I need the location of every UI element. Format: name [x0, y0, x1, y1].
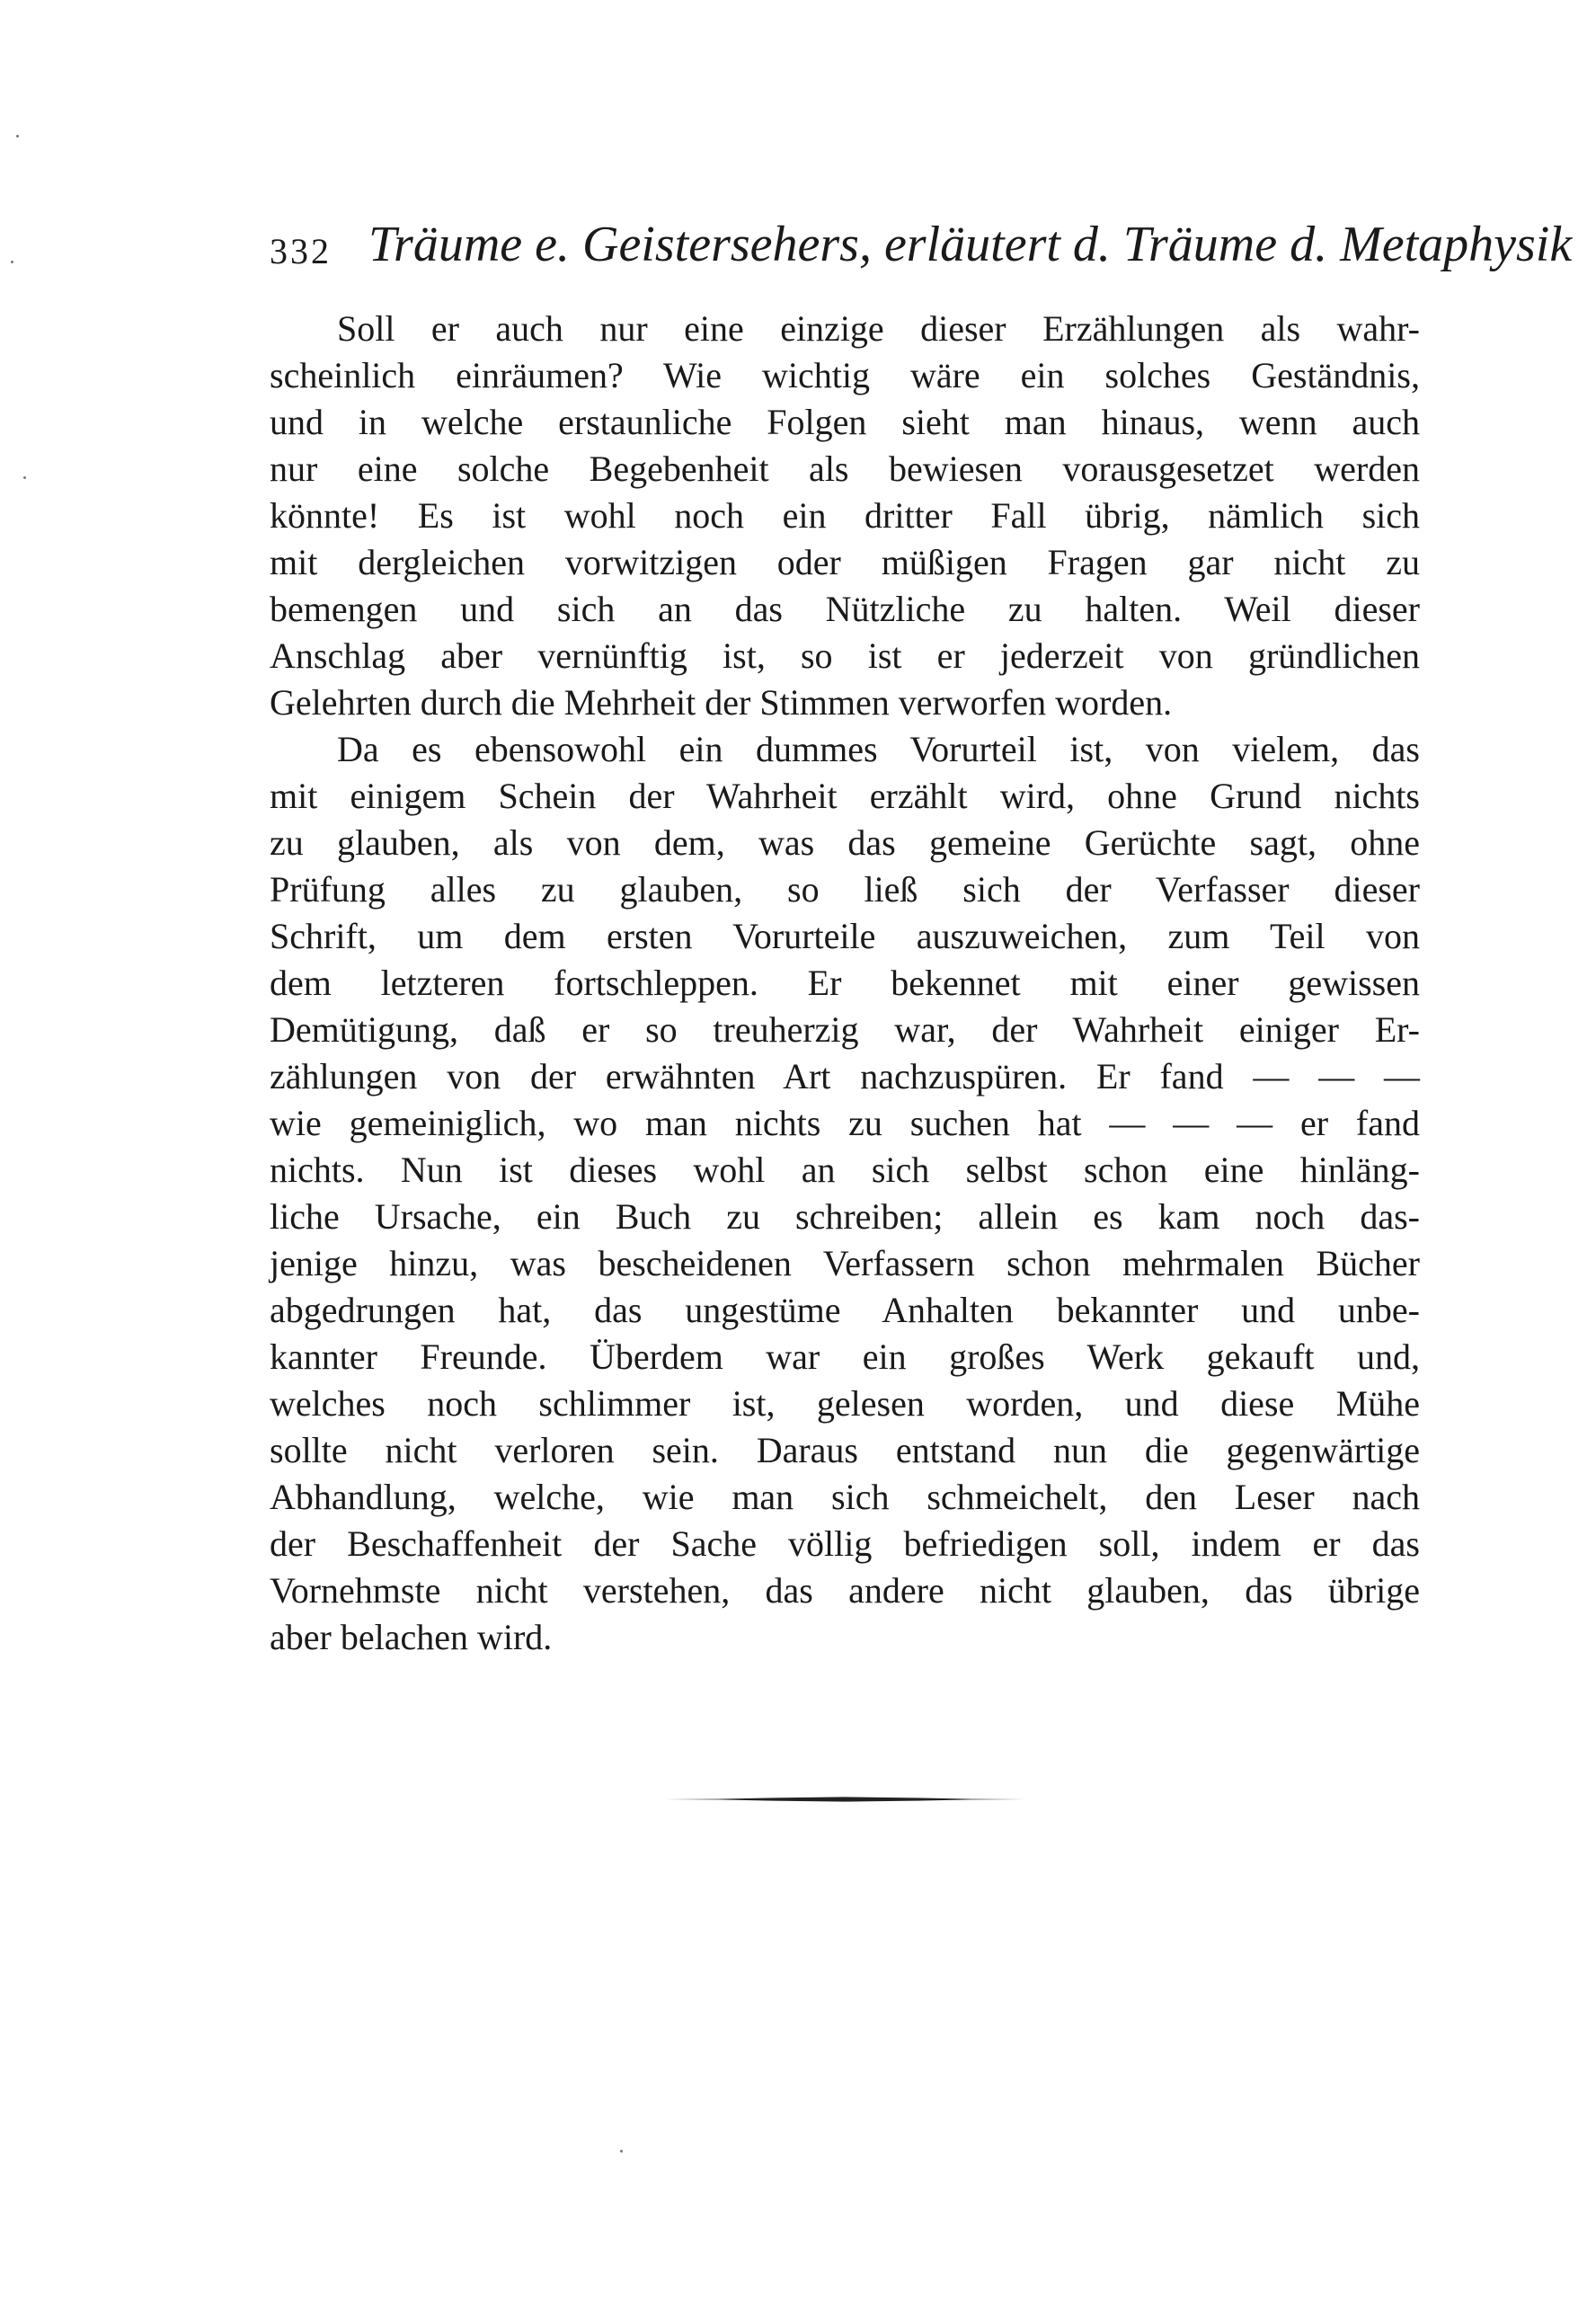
text-line: nichts. Nun ist dieses wohl an sich selbst schon eine hinläng- — [270, 1150, 1420, 1190]
text-line: zählungen von der erwähnten Art nachzuspüren. Er fand — — — — [270, 1056, 1420, 1096]
section-end-rule — [665, 1796, 1024, 1803]
text-line: abgedrungen hat, das ungestüme Anhalten bekannter und unbe- — [270, 1290, 1420, 1330]
text-line: und in welche erstaunliche Folgen sieht man hinaus, wenn auch — [270, 402, 1420, 442]
scan-speck — [620, 2150, 623, 2153]
text-line: bemengen und sich an das Nützliche zu halten. Weil dieser — [270, 589, 1420, 629]
scan-speck — [23, 476, 26, 479]
text-line: scheinlich einräumen? Wie wichtig wäre ein solches Geständnis, — [270, 355, 1420, 395]
text-line: mit dergleichen vorwitzigen oder müßigen Fragen gar nicht zu — [270, 542, 1420, 582]
text-line: aber belachen wird. — [270, 1617, 553, 1657]
text-line: Schrift, um dem ersten Vorurteile auszuweichen, zum Teil von — [270, 916, 1420, 956]
text-line: Demütigung, daß er so treuherzig war, der Wahrheit einiger Er- — [270, 1009, 1420, 1050]
text-line: könnte! Es ist wohl noch ein dritter Fall übrig, nämlich sich — [270, 495, 1420, 536]
page-number: 332 — [270, 231, 332, 271]
text-line: wie gemeiniglich, wo man nichts zu suchen hat — — — er fand — [270, 1103, 1420, 1143]
text-line: der Beschaffenheit der Sache völlig befriedigen soll, indem er das — [270, 1523, 1420, 1564]
scan-speck — [11, 261, 13, 263]
running-head: Träume e. Geistersehers, erläutert d. Träume d. Metaphysik — [368, 217, 1573, 272]
text-line: dem letzteren fortschleppen. Er bekennet mit einer gewissen — [270, 963, 1420, 1003]
page-header — [270, 216, 1573, 288]
text-line: liche Ursache, ein Buch zu schreiben; allein es kam noch das- — [270, 1196, 1420, 1237]
text-line: Soll er auch nur eine einzige dieser Erzählungen als wahr- — [337, 308, 1420, 349]
text-line: nur eine solche Begebenheit als bewiesen vorausgesetzet werden — [270, 448, 1420, 489]
text-line: Abhandlung, welche, wie man sich schmeichelt, den Leser nach — [270, 1477, 1420, 1517]
text-line: sollte nicht verloren sein. Daraus entstand nun die gegenwärtige — [270, 1430, 1420, 1470]
text-line: jenige hinzu, was bescheidenen Verfassern schon mehrmalen Bücher — [270, 1243, 1420, 1283]
text-line: welches noch schlimmer ist, gelesen worden, und diese Mühe — [270, 1383, 1420, 1424]
text-line: kannter Freunde. Überdem war ein großes Werk gekauft und, — [270, 1336, 1420, 1377]
text-line: Anschlag aber vernünftig ist, so ist er jederzeit von gründlichen — [270, 635, 1420, 676]
text-line: Prüfung alles zu glauben, so ließ sich der Verfasser dieser — [270, 869, 1420, 910]
scan-speck — [16, 135, 19, 138]
text-line: Gelehrten durch die Mehrheit der Stimmen verworfen worden. — [270, 682, 1173, 723]
text-line: Da es ebensowohl ein dummes Vorurteil ist, von vielem, das — [337, 729, 1420, 769]
text-line: Vornehmste nicht verstehen, das andere nicht glauben, das übrige — [270, 1570, 1420, 1611]
text-line: mit einigem Schein der Wahrheit erzählt wird, ohne Grund nichts — [270, 776, 1420, 816]
text-line: zu glauben, als von dem, was das gemeine Gerüchte sagt, ohne — [270, 822, 1420, 863]
